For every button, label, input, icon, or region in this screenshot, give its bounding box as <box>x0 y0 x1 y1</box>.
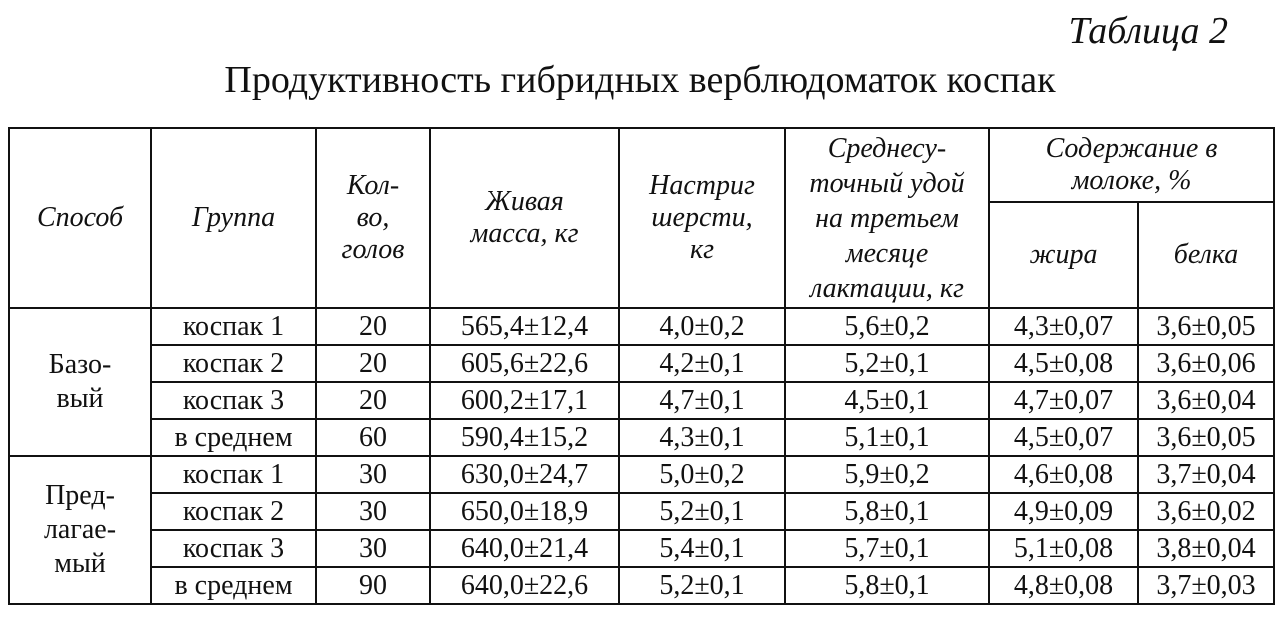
milk-cell: 5,2±0,1 <box>785 345 989 382</box>
protein-cell: 3,6±0,05 <box>1138 308 1274 345</box>
group-cell: в среднем <box>151 567 316 604</box>
table-row <box>9 530 1274 567</box>
header-count: Кол- во, голов <box>316 128 430 308</box>
protein-cell: 3,8±0,04 <box>1138 530 1274 567</box>
method-cell-base: Базо- вый <box>9 308 151 456</box>
fat-cell: 4,7±0,07 <box>989 382 1138 419</box>
table-row <box>9 345 1274 382</box>
protein-cell: 3,6±0,06 <box>1138 345 1274 382</box>
group-base <box>9 308 1274 456</box>
header-protein: белка <box>1138 202 1274 308</box>
table-row <box>9 456 1274 493</box>
table-title: Продуктивность гибридных верблюдоматок коспак <box>224 59 1056 101</box>
group-cell: коспак 1 <box>151 456 316 493</box>
mass-cell: 640,0±21,4 <box>430 530 619 567</box>
wool-cell: 5,2±0,1 <box>619 567 785 604</box>
count-cell: 20 <box>316 308 430 345</box>
wool-cell: 5,0±0,2 <box>619 456 785 493</box>
mass-cell: 565,4±12,4 <box>430 308 619 345</box>
header-fat: жира <box>989 202 1138 308</box>
table-row <box>9 419 1274 456</box>
count-cell: 30 <box>316 493 430 530</box>
header-wool-clip: Настриг шерсти, кг <box>619 128 785 308</box>
mass-cell: 630,0±24,7 <box>430 456 619 493</box>
mass-cell: 650,0±18,9 <box>430 493 619 530</box>
count-cell: 30 <box>316 456 430 493</box>
wool-cell: 4,3±0,1 <box>619 419 785 456</box>
protein-cell: 3,7±0,04 <box>1138 456 1274 493</box>
count-cell: 30 <box>316 530 430 567</box>
fat-cell: 4,8±0,08 <box>989 567 1138 604</box>
fat-cell: 4,6±0,08 <box>989 456 1138 493</box>
milk-cell: 5,8±0,1 <box>785 567 989 604</box>
table-row <box>9 567 1274 604</box>
table-row <box>9 382 1274 419</box>
wool-cell: 4,7±0,1 <box>619 382 785 419</box>
mass-cell: 605,6±22,6 <box>430 345 619 382</box>
milk-cell: 5,1±0,1 <box>785 419 989 456</box>
fat-cell: 4,3±0,07 <box>989 308 1138 345</box>
group-cell: коспак 2 <box>151 345 316 382</box>
productivity-table <box>8 127 1275 605</box>
milk-cell: 5,9±0,2 <box>785 456 989 493</box>
header-daily-milk-yield: Среднесу- точный удой на третьем месяце лактации, кг <box>785 128 989 308</box>
milk-cell: 5,6±0,2 <box>785 308 989 345</box>
count-cell: 90 <box>316 567 430 604</box>
count-cell: 60 <box>316 419 430 456</box>
header-method: Способ <box>9 128 151 308</box>
wool-cell: 4,0±0,2 <box>619 308 785 345</box>
fat-cell: 5,1±0,08 <box>989 530 1138 567</box>
table-header <box>9 128 1274 308</box>
group-cell: коспак 1 <box>151 308 316 345</box>
count-cell: 20 <box>316 345 430 382</box>
fat-cell: 4,5±0,07 <box>989 419 1138 456</box>
protein-cell: 3,6±0,05 <box>1138 419 1274 456</box>
mass-cell: 640,0±22,6 <box>430 567 619 604</box>
wool-cell: 4,2±0,1 <box>619 345 785 382</box>
group-cell: коспак 3 <box>151 530 316 567</box>
group-cell: в среднем <box>151 419 316 456</box>
table-row <box>9 493 1274 530</box>
fat-cell: 4,5±0,08 <box>989 345 1138 382</box>
count-cell: 20 <box>316 382 430 419</box>
table-row <box>9 308 1274 345</box>
group-proposed <box>9 456 1274 604</box>
protein-cell: 3,6±0,04 <box>1138 382 1274 419</box>
wool-cell: 5,4±0,1 <box>619 530 785 567</box>
milk-cell: 5,8±0,1 <box>785 493 989 530</box>
group-cell: коспак 3 <box>151 382 316 419</box>
table-number-label: Таблица 2 <box>1068 10 1228 52</box>
header-group: Группа <box>151 128 316 308</box>
milk-cell: 5,7±0,1 <box>785 530 989 567</box>
milk-cell: 4,5±0,1 <box>785 382 989 419</box>
protein-cell: 3,7±0,03 <box>1138 567 1274 604</box>
header-milk-content: Содержание в молоке, % <box>989 128 1274 202</box>
protein-cell: 3,6±0,02 <box>1138 493 1274 530</box>
mass-cell: 600,2±17,1 <box>430 382 619 419</box>
group-cell: коспак 2 <box>151 493 316 530</box>
fat-cell: 4,9±0,09 <box>989 493 1138 530</box>
method-cell-proposed: Пред- лагае- мый <box>9 456 151 604</box>
header-live-mass: Живая масса, кг <box>430 128 619 308</box>
wool-cell: 5,2±0,1 <box>619 493 785 530</box>
mass-cell: 590,4±15,2 <box>430 419 619 456</box>
